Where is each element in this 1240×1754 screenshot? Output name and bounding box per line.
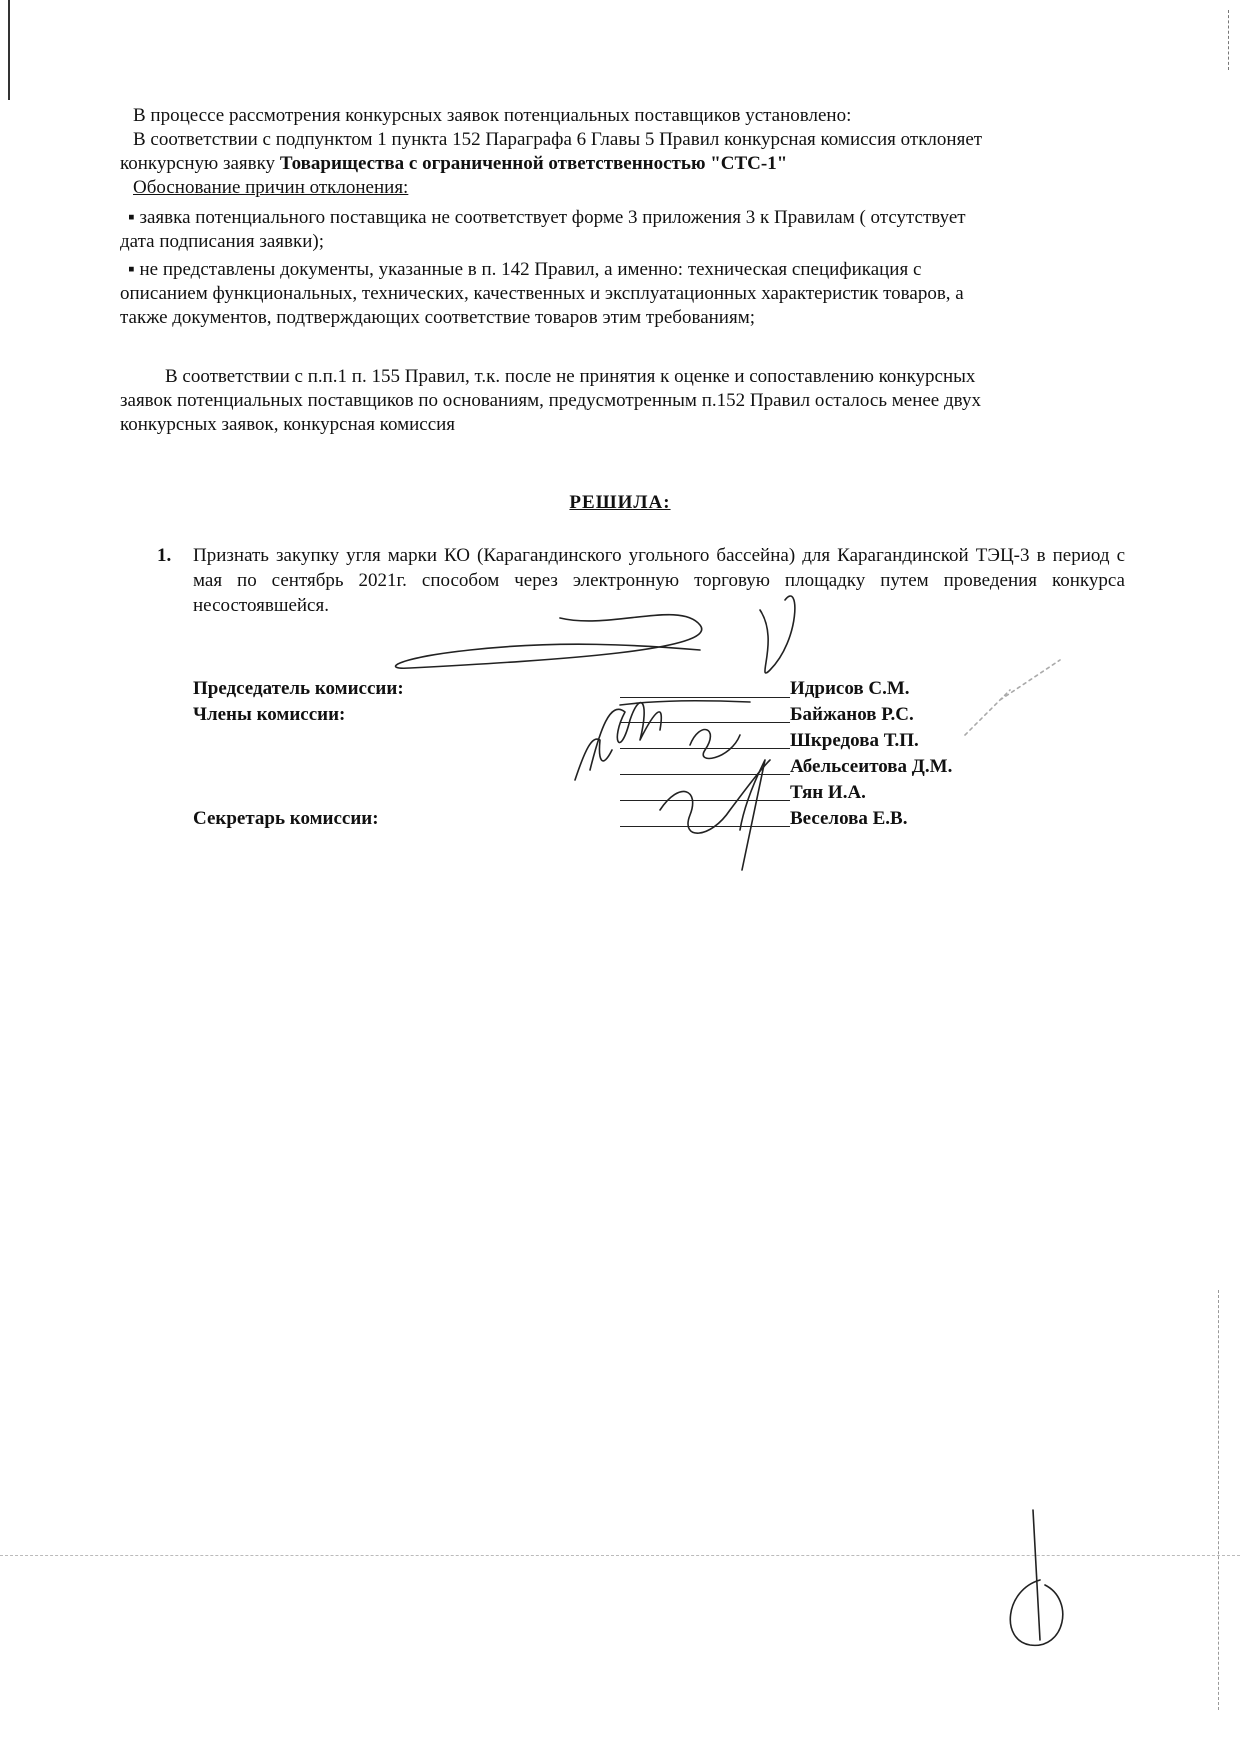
chairman-label: Председатель комиссии: (193, 678, 404, 699)
signature-line (620, 697, 790, 698)
signature-line (620, 748, 790, 749)
reason-title: Обоснование причин отклонения: (133, 177, 409, 198)
signatory-name: Байжанов Р.С. (790, 704, 914, 725)
signature-initial-mark (1010, 1510, 1062, 1645)
scan-edge-right (1228, 10, 1230, 70)
bullet-2-line-2: описанием функциональных, технических, качественных и эксплуатационных характеристик товаров, а (120, 283, 964, 304)
signature-member-mark (740, 760, 765, 870)
signature-line (620, 774, 790, 775)
bullet-2-line-1: ▪ не представлены документы, указанные в п. 142 Правил, а именно: техническая спецификация с (128, 259, 922, 280)
bullet-1-line-1: ▪ заявка потенциального поставщика не соответствует форме 3 приложения 3 к Правилам ( отсутствует (128, 207, 966, 228)
decision-item-number: 1. (157, 545, 172, 566)
conclusion-line-3: конкурсных заявок, конкурсная комиссия (120, 414, 456, 435)
conclusion-line-2: заявок потенциальных поставщиков по основаниям, предусмотренным п.152 Правил осталось менее двух (120, 390, 981, 411)
signature-member-mark (590, 703, 661, 770)
signature-line (620, 800, 790, 801)
signature-chairman-mark (396, 615, 702, 669)
signature-member-mark (660, 760, 770, 833)
decision-item-text: Признать закупку угля марки КО (Карагандинского угольного бассейна) для Карагандинской ТЭЦ-3 в период с мая по сентябрь 2021г. способом через электронную торговую площадку путем проведения конкурса несостоявшейся. (193, 545, 1125, 616)
signature-faint-mark (965, 660, 1060, 735)
secretary-label: Секретарь комиссии: (193, 808, 379, 829)
signatory-name: Идрисов С.М. (790, 678, 910, 699)
scan-artifact-line (0, 1555, 1240, 1557)
members-label: Члены комиссии: (193, 704, 346, 725)
signature-line (620, 826, 790, 827)
scan-edge-left (8, 0, 10, 100)
intro-line-3-prefix: конкурсную заявку (120, 153, 276, 174)
bullet-2-line-3: также документов, подтверждающих соответствие товаров этим требованиям; (120, 307, 756, 328)
signature-member-mark (690, 730, 740, 759)
applicant-name: Товарищества с ограниченной ответственностью "СТС-1" (279, 153, 788, 174)
scan-artifact-ticks (1218, 1290, 1233, 1710)
signature-line (620, 722, 790, 723)
signatory-name: Шкредова Т.П. (790, 730, 919, 751)
intro-line-2: В соответствии с подпунктом 1 пункта 152 Параграфа 6 Главы 5 Правил конкурсная комиссия отклоняет (133, 129, 983, 150)
signatory-name: Абельсеитова Д.М. (790, 756, 953, 777)
bullet-1-line-2: дата подписания заявки); (120, 231, 325, 252)
intro-line-1: В процессе рассмотрения конкурсных заявок потенциальных поставщиков установлено: (133, 105, 852, 126)
signatory-name: Веселова Е.В. (790, 808, 908, 829)
decision-heading: РЕШИЛА: (569, 492, 671, 513)
conclusion-line-1: В соответствии с п.п.1 п. 155 Правил, т.к. после не принятия к оценке и сопоставлению конкурсных (165, 366, 976, 387)
signature-member-mark (575, 739, 612, 780)
signatory-name: Тян И.А. (790, 782, 866, 803)
intro-line-3 (120, 152, 787, 176)
signature-member-mark (620, 701, 750, 705)
